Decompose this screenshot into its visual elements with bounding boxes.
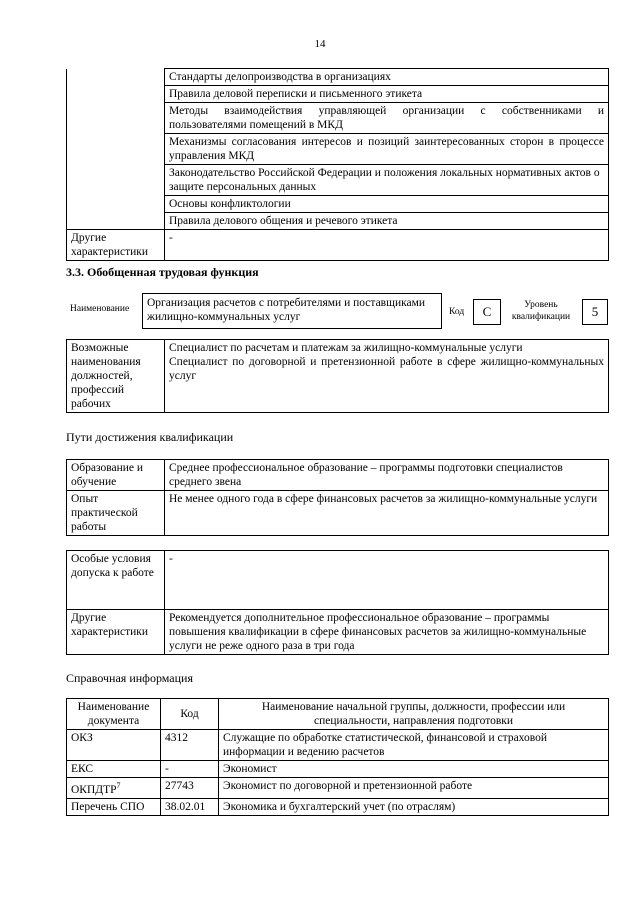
knowledge-table [66,68,609,261]
education-label: Образование и обучение [67,460,165,491]
column-header: Наименование начальной группы, должности, профессии или специальности, направления подготовки [219,699,609,730]
positions-label: Возможные наименования должностей, профессий рабочих [67,340,165,413]
special-conditions-label: Особые условия допуска к работе [67,551,165,610]
table-row [67,491,609,536]
experience-value: Не менее одного года в сфере финансовых расчетов за жилищно-коммунальные услуги [165,491,609,536]
empty-cell [67,69,165,230]
reference-title: Справочная информация [66,671,193,685]
position-item: Специалист по договорной и претензионной работе в сфере жилищно-коммунальных услуг [169,356,604,382]
table-row [67,551,609,610]
list-item: Методы взаимодействия управляющей организации с собственниками и пользователями помещений в МКД [165,103,609,134]
table-row [67,610,609,655]
table-row [67,340,609,413]
section-heading: 3.3. Обобщенная трудовая функция [66,265,259,279]
code-cell: 4312 [161,730,219,761]
table-header-row [67,699,609,730]
experience-label: Опыт практической работы [67,491,165,536]
title-cell: Служащие по обработке статистической, финансовой и страховой информации и ведению расчетов [219,730,609,761]
level-value: 5 [582,299,608,325]
other-chars-label: Другие характеристики [67,230,165,261]
list-item: Стандарты делопроизводства в организациях [165,69,609,86]
conditions-table [66,550,609,655]
doc-name-cell [67,778,161,799]
list-item: Механизмы согласования интересов и позиций заинтересованных сторон в процессе управления МКД [165,134,609,165]
positions-table [66,339,609,413]
table-row [67,730,609,761]
table-row [67,798,609,815]
positions-value [165,340,609,413]
special-conditions-value: - [165,551,609,610]
code-cell: 27743 [161,778,219,799]
reference-table [66,698,609,816]
list-item: Правила делового общения и речевого этикета [165,213,609,230]
title-cell: Экономика и бухгалтерский учет (по отраслям) [219,798,609,815]
title-cell: Экономист [219,761,609,778]
code-cell: 38.02.01 [161,798,219,815]
name-label: Наименование [70,304,130,314]
table-row [67,778,609,799]
doc-name-cell: ОКЗ [67,730,161,761]
doc-name-cell: Перечень СПО [67,798,161,815]
title-cell: Экономист по договорной и претензионной работе [219,778,609,799]
doc-name-text: ОКПДТР [71,783,117,796]
page-number: 14 [314,38,326,50]
gtf-name-value: Организация расчетов с потребителями и поставщиками жилищно-коммунальных услуг [142,293,442,329]
code-cell: - [161,761,219,778]
education-value: Среднее профессиональное образование – программы подготовки специалистов среднего звена [165,460,609,491]
paths-title: Пути достижения квалификации [66,430,234,444]
table-row [67,460,609,491]
column-header: Наименование документа [67,699,161,730]
table-row [67,230,609,261]
table-row [67,761,609,778]
column-header: Код [161,699,219,730]
position-item: Специалист по расчетам и платежам за жилищно-коммунальные услуги [169,342,523,354]
other-chars-value: Рекомендуется дополнительное профессиональное образование – программы повышения квалификации в сфере финансовых расчетов за жилищно-коммунальные услуги не реже одного раза в три года [165,610,609,655]
doc-name-cell: ЕКС [67,761,161,778]
footnote-marker: 7 [116,781,121,790]
other-chars-label: Другие характеристики [67,610,165,655]
code-value: C [473,299,501,325]
list-item: Законодательство Российской Федерации и положения локальных нормативных актов о защите персональных данных [165,165,609,196]
level-label: Уровень квалификации [511,300,571,322]
other-chars-value: - [165,230,609,261]
table-row [67,69,609,86]
list-item: Правила деловой переписки и письменного этикета [165,86,609,103]
list-item: Основы конфликтологии [165,196,609,213]
qualification-table [66,459,609,536]
code-label: Код [449,307,465,317]
